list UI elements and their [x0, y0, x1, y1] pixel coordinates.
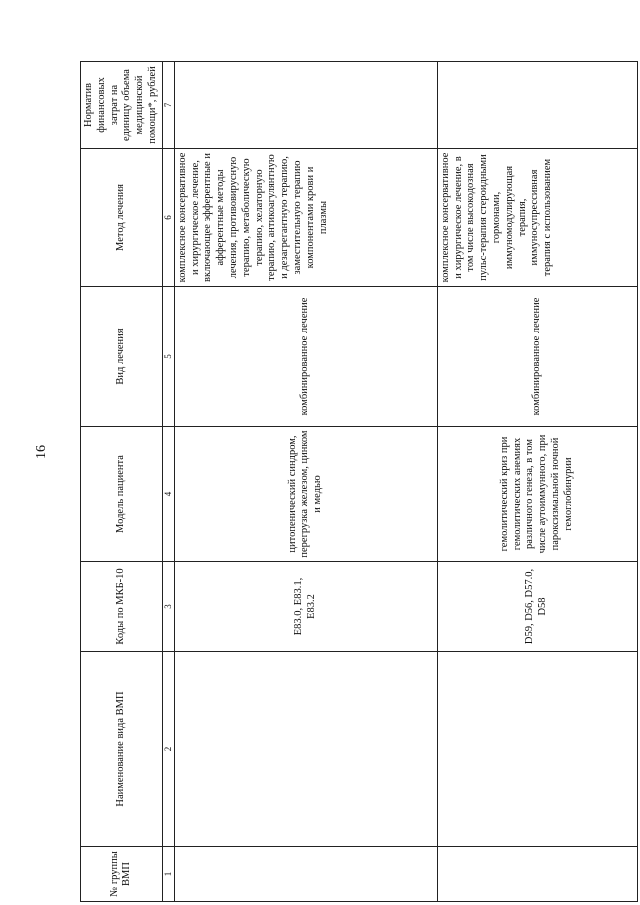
column-index: 5 [162, 287, 174, 427]
column-index: 7 [162, 62, 174, 149]
header-treatment-method: Метод лечения [81, 149, 163, 287]
group-number-cell [174, 847, 437, 902]
table-row [174, 62, 437, 902]
header-icd-codes: Коды по МКБ-10 [81, 562, 163, 652]
vmp-table [80, 61, 638, 902]
column-index: 3 [162, 562, 174, 652]
cost-norm-cell [174, 62, 437, 149]
header-treatment-type: Вид лечения [81, 287, 163, 427]
cost-norm-cell [437, 62, 637, 149]
column-index-row [162, 62, 174, 902]
column-index: 2 [162, 652, 174, 847]
treatment-type-cell: комбинированное лечение [174, 287, 437, 427]
header-row [81, 62, 163, 902]
table-row [437, 62, 637, 902]
column-index: 1 [162, 847, 174, 902]
column-index: 6 [162, 149, 174, 287]
header-cost-norm: Норматив финансовых затрат на единицу объема медицинской помощи*, рублей [81, 62, 163, 149]
header-patient-model: Модель пациента [81, 427, 163, 562]
column-index: 4 [162, 427, 174, 562]
treatment-type-cell: комбинированное лечение [437, 287, 637, 427]
group-number-cell [437, 847, 637, 902]
vmp-table-sheet [80, 62, 610, 902]
icd-codes-cell: E83.0, E83.1, E83.2 [174, 562, 437, 652]
header-group-number: № группы ВМП [81, 847, 163, 902]
patient-model-cell: цитопенический синдром, перегрузка железом, цинком и медью [174, 427, 437, 562]
patient-model-cell: гемолитический криз при гемолитических анемиях различного генеза, в том числе аутоиммунного, при пароксизмальной ночной гемоглобинурии [437, 427, 637, 562]
vmp-name-cell [437, 652, 637, 847]
page-number: 16 [34, 445, 49, 459]
treatment-method-cell: комплексное консервативное и хирургическое лечение, в том числе высокодозная пульс-терапия стероидными гормонами, иммуномодулирующая терапия, иммуносупрессивная терапия с использованием [437, 149, 637, 287]
icd-codes-cell: D59, D56, D57.0, D58 [437, 562, 637, 652]
vmp-name-cell [174, 652, 437, 847]
treatment-method-cell: комплексное консервативное и хирургическое лечение, включающее эфферентные и афферентные методы лечения, противовирусную терапию, метаболическую терапию, хелаторную терапию, антикоагулянтную и дезагрегантную терапию, заместительную терапию компонентами крови и плазмы [174, 149, 437, 287]
header-vmp-name: Наименование вида ВМП [81, 652, 163, 847]
